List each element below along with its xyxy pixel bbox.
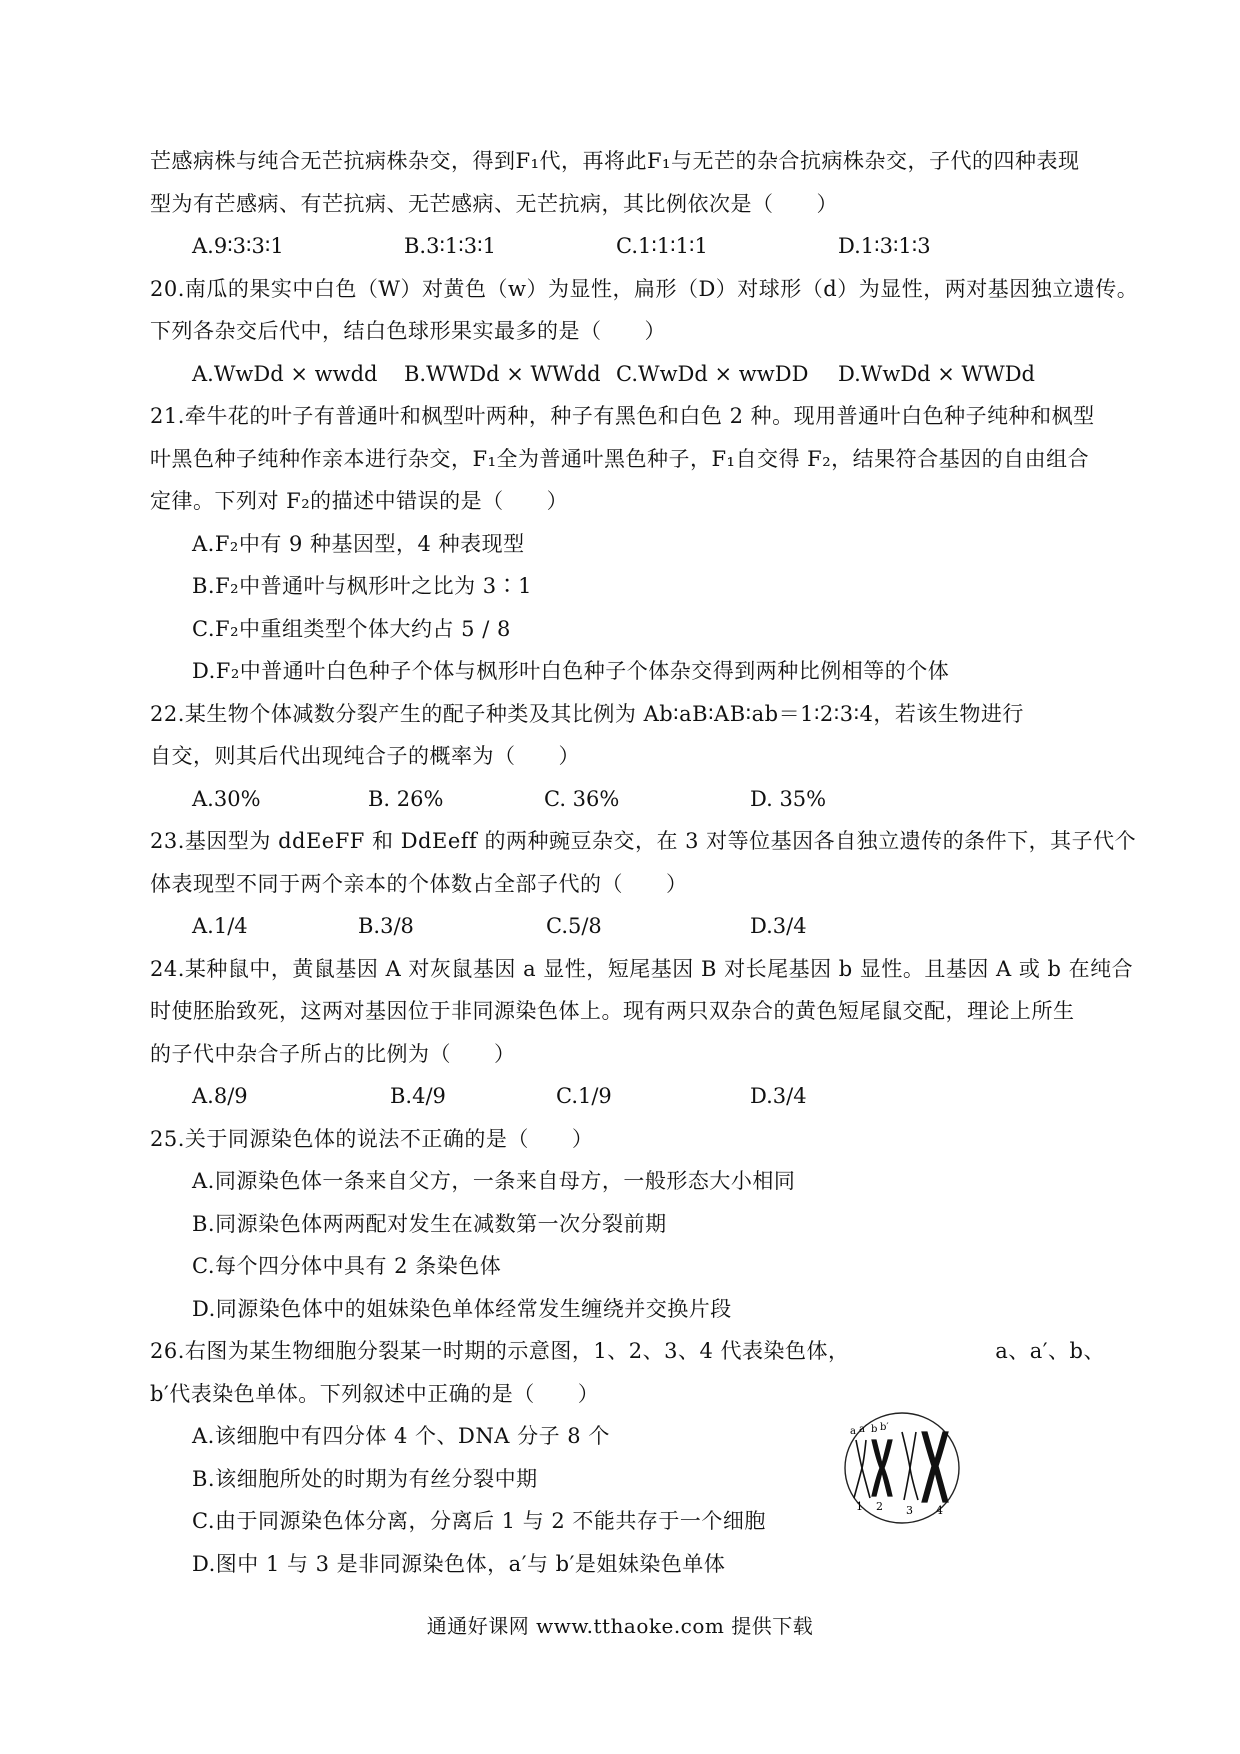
chromosome-number-1: 1 <box>856 1500 863 1513</box>
page-footer: 通通好课网 www.tthaoke.com 提供下载 <box>426 1614 814 1638</box>
q22-line2: 自交，则其后代出现纯合子的概率为（ ） <box>150 744 580 768</box>
q23-line1: 23.基因型为 ddEeFF 和 DdEeff 的两种豌豆杂交，在 3 对等位基因各自独立遗传的条件下，其子代个 <box>150 829 1137 853</box>
q20-options <box>150 353 1105 396</box>
q24-line2: 时使胚胎致死，这两对基因位于非同源染色体上。现有两只双杂合的黄色短尾鼠交配，理论上所生 <box>150 999 1075 1023</box>
q21-option-b: B.F₂中普通叶与枫形叶之比为 3∶1 <box>192 574 532 598</box>
q21-option-d: D.F₂中普通叶白色种子个体与枫形叶白色种子个体杂交得到两种比例相等的个体 <box>192 659 950 683</box>
q26-option-c: C.由于同源染色体分离，分离后 1 与 2 不能共存于一个细胞 <box>192 1509 766 1533</box>
q19-option-a: A.9∶3∶3∶1 <box>192 234 284 258</box>
q24-line3: 的子代中杂合子所占的比例为（ ） <box>150 1041 516 1066</box>
q26-option-a: A.该细胞中有四分体 4 个、DNA 分子 8 个 <box>192 1424 610 1448</box>
q20-line1: 20.南瓜的果实中白色（W）对黄色（w）为显性，扁形（D）对球形（d）为显性，两对基因独立遗传。 <box>150 276 1139 301</box>
q26-option-b: B.该细胞所处的时期为有丝分裂中期 <box>192 1466 538 1491</box>
q22-options <box>150 778 1105 821</box>
chromosome-number-4: 4 <box>936 1504 943 1517</box>
q26-line2: b′代表染色单体。下列叙述中正确的是（ ） <box>150 1381 600 1406</box>
q22-line1: 22.某生物个体减数分裂产生的配子种类及其比例为 Ab∶aB∶AB∶ab＝1∶2∶3∶4，若该生物进行 <box>150 701 1024 726</box>
cell-division-figure <box>842 1410 962 1526</box>
q21-option-c: C.F₂中重组类型个体大约占 5 / 8 <box>192 616 511 641</box>
q26-line1-right: a、a′、b、 <box>995 1339 1105 1363</box>
q22-option-d: D. 35% <box>750 786 827 811</box>
q19-option-b: B.3∶1∶3∶1 <box>404 234 496 258</box>
q22-option-c: C. 36% <box>544 786 620 811</box>
q23-option-a: A.1/4 <box>192 914 248 938</box>
q23-option-c: C.5/8 <box>546 914 602 938</box>
q20-option-b: B.WWDd × WWdd <box>404 361 601 386</box>
chromosome-2 <box>872 1440 892 1496</box>
chromatid-label-b-prime: b′ <box>880 1422 889 1433</box>
q24-options <box>150 1075 1105 1118</box>
chromosome-number-3: 3 <box>906 1504 913 1517</box>
q20-option-a: A.WwDd × wwdd <box>192 361 378 386</box>
question-content <box>150 140 1139 1585</box>
q19-option-c: C.1∶1∶1∶1 <box>616 234 708 258</box>
q23-options <box>150 905 1105 948</box>
q19-option-d: D.1∶3∶1∶3 <box>838 234 931 258</box>
q26-line1-text: 26.右图为某生物细胞分裂某一时期的示意图，1、2、3、4 代表染色体， <box>150 1339 850 1363</box>
q25-option-a: A.同源染色体一条来自父方，一条来自母方，一般形态大小相同 <box>192 1169 796 1193</box>
q23-line2: 体表现型不同于两个亲本的个体数占全部子代的（ ） <box>150 871 688 896</box>
q21-line3: 定律。下列对 F₂的描述中错误的是（ ） <box>150 489 569 513</box>
chromosome-4 <box>922 1432 948 1502</box>
q24-option-b: B.4/9 <box>390 1084 446 1108</box>
q19-options <box>150 225 1105 268</box>
q23-option-b: B.3/8 <box>358 914 414 938</box>
q22-option-b: B. 26% <box>368 786 444 811</box>
q19-line2: 型为有芒感病、有芒抗病、无芒感病、无芒抗病，其比例依次是（ ） <box>150 191 838 216</box>
q23-option-d: D.3/4 <box>750 914 807 938</box>
chromatid-label-a: a <box>850 1426 856 1437</box>
q19-line1: 芒感病株与纯合无芒抗病株杂交，得到F₁代，再将此F₁与无芒的杂合抗病株杂交，子代的四种表现 <box>150 149 1080 173</box>
chromosome-number-2: 2 <box>876 1500 883 1513</box>
q25-option-b: B.同源染色体两两配对发生在减数第一次分裂前期 <box>192 1211 667 1236</box>
chromatid-label-a-prime: a′ <box>859 1424 868 1435</box>
q26-option-d: D.图中 1 与 3 是非同源染色体，a′与 b′是姐妹染色单体 <box>192 1551 726 1576</box>
q25-option-d: D.同源染色体中的姐妹染色单体经常发生缠绕并交换片段 <box>192 1296 732 1321</box>
q26-line1 <box>150 1330 1105 1373</box>
q20-option-d: D.WwDd × WWDd <box>838 361 1035 386</box>
q21-line2: 叶黑色种子纯种作亲本进行杂交，F₁全为普通叶黑色种子，F₁自交得 F₂，结果符合基因的自由组合 <box>150 446 1090 471</box>
q24-line1: 24.某种鼠中，黄鼠基因 A 对灰鼠基因 a 显性，短尾基因 B 对长尾基因 b 显性。且基因 A 或 b 在纯合 <box>150 956 1134 981</box>
q24-option-d: D.3/4 <box>750 1084 807 1108</box>
chromatid-label-b: b <box>871 1424 878 1435</box>
chromosome-3 <box>902 1432 918 1500</box>
q21-line1: 21.牵牛花的叶子有普通叶和枫型叶两种，种子有黑色和白色 2 种。现用普通叶白色种子纯种和枫型 <box>150 404 1095 428</box>
q22-option-a: A.30% <box>192 786 261 811</box>
q20-option-c: C.WwDd × wwDD <box>616 361 809 386</box>
q21-option-a: A.F₂中有 9 种基因型，4 种表现型 <box>192 531 525 556</box>
chromosome-1 <box>854 1440 870 1498</box>
q25-option-c: C.每个四分体中具有 2 条染色体 <box>192 1254 502 1278</box>
q25-line1: 25.关于同源染色体的说法不正确的是（ ） <box>150 1126 594 1151</box>
q24-option-a: A.8/9 <box>192 1084 248 1108</box>
q20-line2: 下列各杂交后代中，结白色球形果实最多的是（ ） <box>150 319 666 343</box>
q24-option-c: C.1/9 <box>556 1084 612 1108</box>
